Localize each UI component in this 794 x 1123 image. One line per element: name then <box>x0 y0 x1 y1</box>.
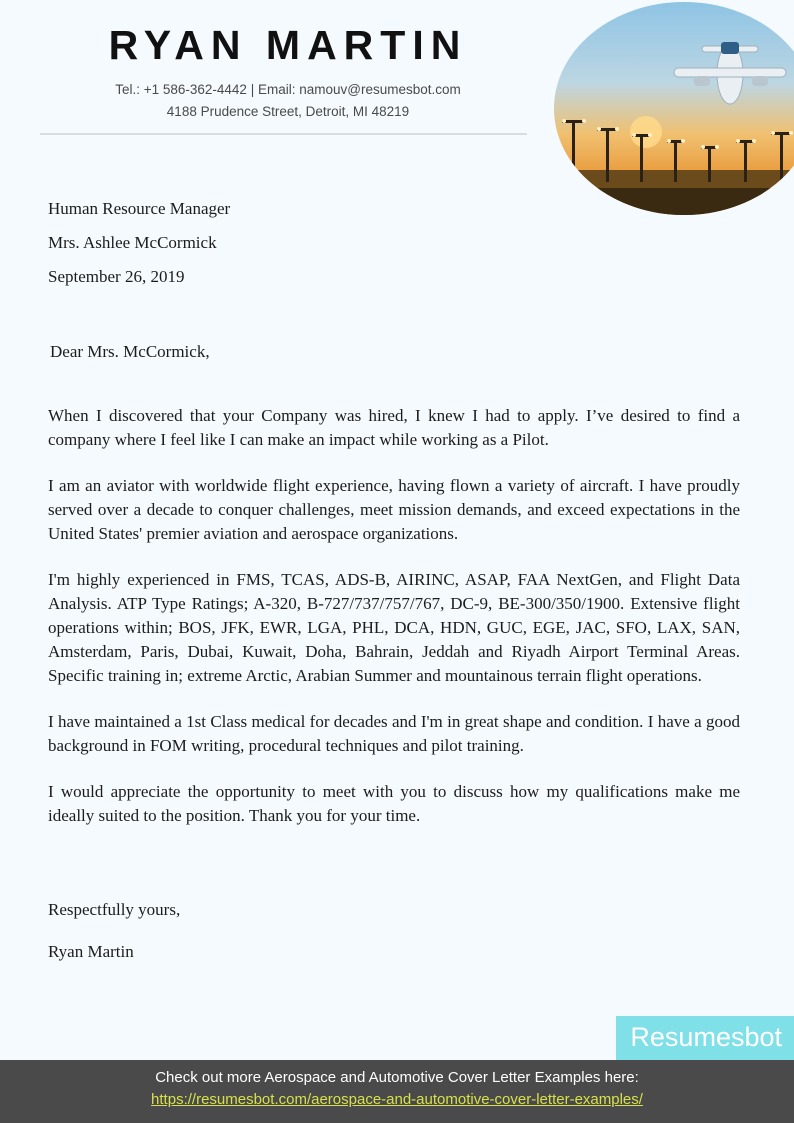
footer-link[interactable]: https://resumesbot.com/aerospace-and-automotive-cover-letter-examples/ <box>151 1091 643 1108</box>
body-paragraph: I would appreciate the opportunity to meet with you to discuss how my qualifications make me ideally suited to the position. Thank you for your time. <box>48 782 740 825</box>
recipient-name: Mrs. Ashlee McCormick <box>48 233 217 252</box>
watermark-badge: Resumesbot <box>616 1016 794 1061</box>
phone-label: Tel.: +1 586-362-4442 <box>115 82 247 97</box>
body-paragraph: I am an aviator with worldwide flight experience, having flown a variety of aircraft. I have proudly served over a decade to conquer challenges, meet mission demands, and exceed expectations in the United States' premier aviation and aerospace organizations. <box>48 476 740 543</box>
header-divider <box>40 133 527 135</box>
letter-body <box>48 192 740 962</box>
recipient-title: Human Resource Manager <box>48 199 231 218</box>
body-paragraph: I have maintained a 1st Class medical for decades and I'm in great shape and condition. I have a good background in FOM writing, procedural techniques and pilot training. <box>48 712 740 755</box>
signoff: Respectfully yours, <box>48 900 181 919</box>
email-label: Email: namouv@resumesbot.com <box>258 82 461 97</box>
salutation: Dear Mrs. McCormick, <box>50 342 210 361</box>
page-title: RYAN MARTIN <box>108 22 468 68</box>
contact-separator: | <box>250 82 255 97</box>
contact-line-primary <box>38 82 538 97</box>
profile-photo <box>554 2 794 215</box>
letter-date: September 26, 2019 <box>48 267 185 286</box>
address-label: 4188 Prudence Street, Detroit, MI 48219 <box>166 104 410 119</box>
body-paragraph: I'm highly experienced in FMS, TCAS, ADS-B, AIRINC, ASAP, FAA NextGen, and Flight Data Analysis. ATP Type Ratings; A-320, B-727/737/757/767, DC-9, BE-300/350/1900. Extensive flight operations within; BOS, JFK, EWR, LGA, PHL, DCA, HDN, GUC, EGE, JAC, SFO, LAX, SAN, Amsterdam, Paris, Dubai, Kuwait, Doha, Bahrain, Jeddah and Riyadh Airport Terminal Areas. Specific training in; extreme Arctic, Arabian Summer and mountainous terrain flight operations. <box>48 570 740 685</box>
letter-header <box>0 0 794 145</box>
footer-text: Check out more Aerospace and Automotive Cover Letter Examples here: <box>155 1069 639 1086</box>
signature-name: Ryan Martin <box>48 942 134 961</box>
body-paragraph: When I discovered that your Company was hired, I knew I had to apply. I’ve desired to find a company where I feel like I can make an impact while working as a Pilot. <box>48 406 740 449</box>
footer-bar <box>0 1060 794 1123</box>
